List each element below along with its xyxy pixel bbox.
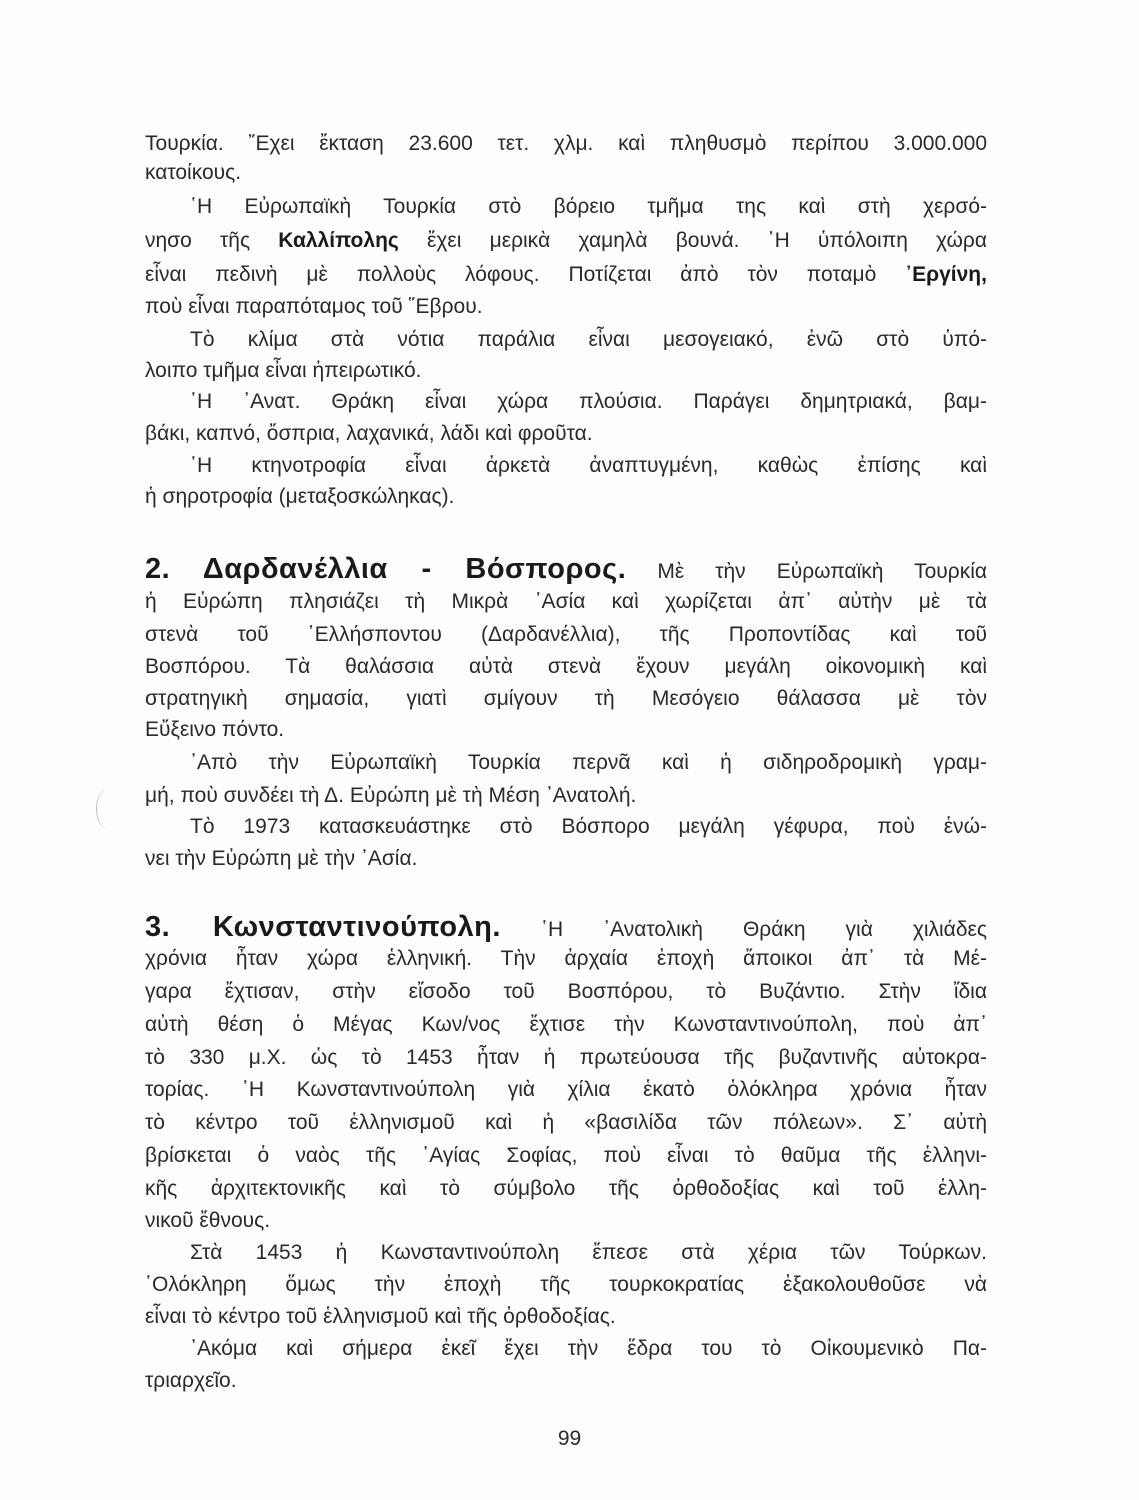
section-3-first-line bbox=[145, 910, 987, 944]
text-span: εἶναι πεδινὴ μὲ πολλοὺς λόφους. Ποτίζεται ἀπὸ τὸν ποταμὸ bbox=[145, 263, 877, 286]
text-line: ῾Η κτηνοτροφία εἶναι ἀρκετὰ ἀναπτυγμένη, καθὼς ἐπίσης καὶ bbox=[190, 454, 987, 477]
text-line: ᾿Απὸ τὴν Εὐρωπαϊκὴ Τουρκία περνᾶ καὶ ἡ σιδηροδρομικὴ γραμ- bbox=[190, 751, 987, 774]
text-line: νικοῦ ἔθνους. bbox=[145, 1209, 271, 1232]
margin-pencil-mark bbox=[96, 790, 117, 828]
text-line-with-bold-term bbox=[145, 258, 987, 292]
text-line: αὐτὴ θέση ὁ Μέγας Κων/νος ἔχτισε τὴν Κωνσταντινούπολη, ποὺ ἀπ᾿ bbox=[145, 1013, 987, 1036]
text-line: κῆς ἀρχιτεκτονικῆς καὶ τὸ σύμβολο τῆς ὀρθοδοξίας καὶ τοῦ ἑλλη- bbox=[145, 1177, 987, 1200]
text-line: ἡ Εὐρώπη πλησιάζει τὴ Μικρὰ ᾿Ασία καὶ χωρίζεται ἀπ᾿ αὐτὴν μὲ τὰ bbox=[145, 590, 987, 613]
text-line: κατοίκους. bbox=[145, 161, 242, 184]
text-line: ῾Η ᾿Ανατ. Θράκη εἶναι χώρα πλούσια. Παράγει δημητριακά, βαμ- bbox=[190, 390, 987, 413]
page-number: 99 bbox=[557, 1427, 582, 1450]
text-line: τριαρχεῖο. bbox=[145, 1369, 237, 1392]
bold-term-ergini: ᾿Εργίνη, bbox=[905, 263, 987, 286]
text-line: ἡ σηροτροφία (μεταξοσκώληκας). bbox=[145, 485, 455, 508]
text-line: εἶναι τὸ κέντρο τοῦ ἑλληνισμοῦ καὶ τῆς ὀρθοδοξίας. bbox=[145, 1305, 616, 1328]
text-line: ῾Ολόκληρη ὅμως τὴν ἐποχὴ τῆς τουρκοκρατίας ἐξακολουθοῦσε νὰ bbox=[145, 1273, 987, 1296]
text-line: τορίας. ῾Η Κωνσταντινούπολη γιὰ χίλια ἑκατὸ ὁλόκληρα χρόνια ἦταν bbox=[145, 1078, 987, 1101]
text-line: Τὸ κλίμα στὰ νότια παράλια εἶναι μεσογειακό, ἐνῶ στὸ ὑπό- bbox=[190, 328, 987, 351]
text-line: Τὸ 1973 κατασκευάστηκε στὸ Βόσπορο μεγάλη γέφυρα, ποὺ ἑνώ- bbox=[190, 815, 987, 838]
text-line: ποὺ εἶναι παραπόταμος τοῦ ῞Εβρου. bbox=[145, 295, 483, 318]
text-line: μή, ποὺ συνδέει τὴ Δ. Εὐρώπη μὲ τὴ Μέση ᾿Ανατολή. bbox=[145, 784, 637, 807]
text-line: τὸ κέντρο τοῦ ἑλληνισμοῦ καὶ ἡ «βασιλίδα τῶν πόλεων». Σ᾿ αὐτὴ bbox=[145, 1111, 987, 1134]
text-span: Μὲ τὴν Εὐρωπαϊκὴ Τουρκία bbox=[657, 560, 987, 583]
text-line: γαρα ἔχτισαν, στὴν εἴσοδο τοῦ Βοσπόρου, τὸ Βυζάντιο. Στὴν ἴδια bbox=[145, 980, 987, 1003]
text-line: ᾿Ακόμα καὶ σήμερα ἐκεῖ ἔχει τὴν ἕδρα του τὸ Οἰκουμενικὸ Πα- bbox=[190, 1337, 987, 1360]
text-line: στρατηγικὴ σημασία, γιατὶ σμίγουν τὴ Μεσόγειο θάλασσα μὲ τὸν bbox=[145, 687, 987, 710]
text-line: βάκι, καπνό, ὄσπρια, λαχανικά, λάδι καὶ φροῦτα. bbox=[145, 422, 593, 445]
text-line: χρόνια ἦταν χώρα ἑλληνική. Τὴν ἀρχαία ἐποχὴ ἄποικοι ἀπ᾿ τὰ Μέ- bbox=[145, 947, 987, 970]
text-line: τὸ 330 μ.Χ. ὡς τὸ 1453 ἦταν ἡ πρωτεύουσα τῆς βυζαντινῆς αὐτοκρα- bbox=[145, 1046, 987, 1069]
text-span: νησο τῆς bbox=[145, 229, 251, 252]
text-line: βρίσκεται ὁ ναὸς τῆς ῾Αγίας Σοφίας, ποὺ εἶναι τὸ θαῦμα τῆς ἑλληνι- bbox=[145, 1144, 987, 1167]
text-line: Βοσπόρου. Τὰ θαλάσσια αὐτὰ στενὰ ἔχουν μεγάλη οἰκονομικὴ καὶ bbox=[145, 655, 987, 678]
text-line: νει τὴν Εὐρώπη μὲ τὴν ᾿Ασία. bbox=[145, 847, 418, 870]
text-line: Τουρκία. ῎Εχει ἔκταση 23.600 τετ. χλμ. καὶ πληθυσμὸ περίπου 3.000.000 bbox=[145, 132, 987, 155]
text-span: ἔχει μερικὰ χαμηλὰ βουνά. ῾Η ὑπόλοιπη χώρα bbox=[427, 229, 987, 252]
text-line-with-bold-term bbox=[145, 224, 987, 258]
text-line: Εὔξεινο πόντο. bbox=[145, 718, 285, 741]
text-line: λοιπο τμῆμα εἶναι ἠπειρωτικό. bbox=[145, 359, 422, 382]
section-heading: 2. Δαρδανέλλια - Βόσπορος. bbox=[145, 553, 627, 585]
section-2-first-line bbox=[145, 552, 987, 586]
text-line: ῾Η Εὐρωπαϊκὴ Τουρκία στὸ βόρειο τμῆμα της καὶ στὴ χερσό- bbox=[190, 195, 987, 218]
text-line: Στὰ 1453 ἡ Κωνσταντινούπολη ἔπεσε στὰ χέρια τῶν Τούρκων. bbox=[190, 1241, 987, 1264]
section-heading: 3. Κωνσταντινούπολη. bbox=[145, 911, 501, 943]
text-span: ῾Η ᾿Ανατολικὴ Θράκη γιὰ χιλιάδες bbox=[540, 918, 987, 941]
bold-term-kallipoli: Καλλίπολης bbox=[278, 229, 399, 252]
text-line: στενὰ τοῦ ῾Ελλήσποντου (Δαρδανέλλια), τῆς Προποντίδας καὶ τοῦ bbox=[145, 623, 987, 646]
